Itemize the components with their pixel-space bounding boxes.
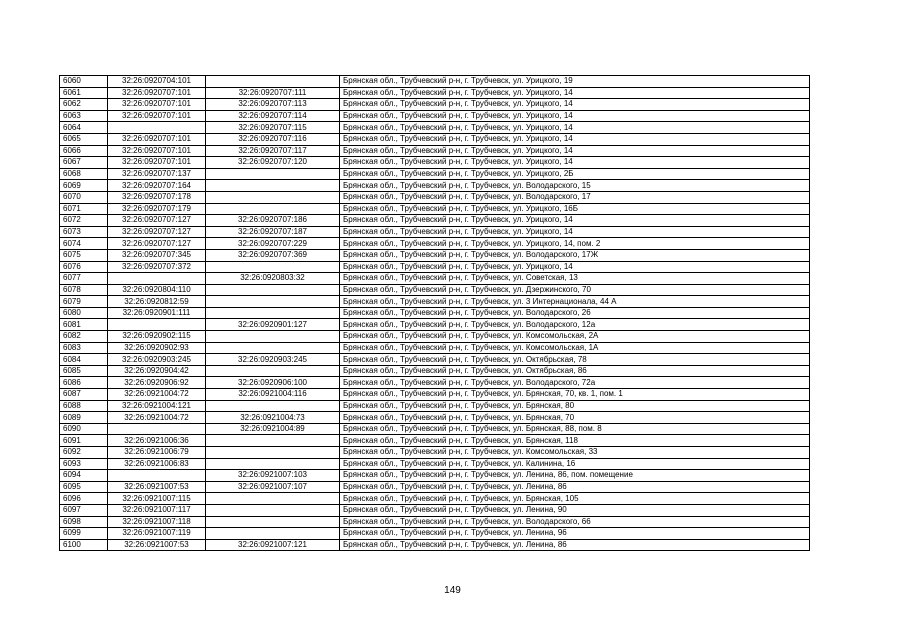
parcel-cadastral-cell: 32:26:0920707:101 [108,87,206,99]
row-number-cell: 6069 [60,180,108,192]
row-number-cell: 6096 [60,493,108,505]
address-cell: Брянская обл., Трубчевский р-н, г. Трубчевск, ул. Урицкого, 2Б [340,168,810,180]
table-row [60,331,810,343]
address-cell: Брянская обл., Трубчевский р-н, г. Трубчевск, ул. Володарского, 72а [340,377,810,389]
object-cadastral-cell [206,191,340,203]
row-number-cell: 6076 [60,261,108,273]
address-cell: Брянская обл., Трубчевский р-н, г. Трубчевск, ул. Урицкого, 16Б [340,203,810,215]
table-row [60,87,810,99]
table-row [60,296,810,308]
address-cell: Брянская обл., Трубчевский р-н, г. Трубчевск, ул. Урицкого, 14 [340,261,810,273]
table-row [60,389,810,401]
row-number-cell: 6060 [60,76,108,88]
table-row [60,319,810,331]
parcel-cadastral-cell [108,122,206,134]
row-number-cell: 6061 [60,87,108,99]
registry-table [59,75,810,551]
table-row [60,377,810,389]
object-cadastral-cell [206,435,340,447]
row-number-cell: 6063 [60,110,108,122]
row-number-cell: 6079 [60,296,108,308]
parcel-cadastral-cell [108,423,206,435]
address-cell: Брянская обл., Трубчевский р-н, г. Трубчевск, ул. Володарского, 17 [340,191,810,203]
address-cell: Брянская обл., Трубчевский р-н, г. Трубчевск, ул. Урицкого, 14 [340,99,810,111]
parcel-cadastral-cell: 32:26:0920707:101 [108,133,206,145]
object-cadastral-cell [206,342,340,354]
object-cadastral-cell [206,168,340,180]
address-cell: Брянская обл., Трубчевский р-н, г. Трубчевск, ул. Урицкого, 14 [340,226,810,238]
row-number-cell: 6080 [60,307,108,319]
table-row [60,76,810,88]
address-cell: Брянская обл., Трубчевский р-н, г. Трубчевск, ул. Калинина, 16 [340,458,810,470]
table-row [60,157,810,169]
table-row [60,458,810,470]
table-row [60,342,810,354]
address-cell: Брянская обл., Трубчевский р-н, г. Трубчевск, ул. Урицкого, 19 [340,76,810,88]
table-row [60,226,810,238]
table-row [60,307,810,319]
page-number: 149 [444,585,461,596]
address-cell: Брянская обл., Трубчевский р-н, г. Трубчевск, ул. Комсомольская, 1А [340,342,810,354]
address-cell: Брянская обл., Трубчевский р-н, г. Трубчевск, ул. Дзержинского, 70 [340,284,810,296]
table-row [60,238,810,250]
row-number-cell: 6087 [60,389,108,401]
object-cadastral-cell: 32:26:0920707:116 [206,133,340,145]
parcel-cadastral-cell: 32:26:0920707:179 [108,203,206,215]
object-cadastral-cell: 32:26:0920707:229 [206,238,340,250]
table-row [60,215,810,227]
parcel-cadastral-cell: 32:26:0920707:127 [108,238,206,250]
object-cadastral-cell: 32:26:0921007:121 [206,539,340,551]
row-number-cell: 6081 [60,319,108,331]
object-cadastral-cell [206,365,340,377]
row-number-cell: 6083 [60,342,108,354]
table-row [60,539,810,551]
object-cadastral-cell: 32:26:0921007:107 [206,481,340,493]
parcel-cadastral-cell: 32:26:0920707:345 [108,249,206,261]
row-number-cell: 6099 [60,528,108,540]
parcel-cadastral-cell: 32:26:0920707:127 [108,226,206,238]
table-row [60,145,810,157]
object-cadastral-cell [206,493,340,505]
table-row [60,423,810,435]
row-number-cell: 6088 [60,400,108,412]
address-cell: Брянская обл., Трубчевский р-н, г. Трубчевск, ул. 3 Интернационала, 44 А [340,296,810,308]
parcel-cadastral-cell: 32:26:0920707:372 [108,261,206,273]
parcel-cadastral-cell: 32:26:0920707:164 [108,180,206,192]
address-cell: Брянская обл., Трубчевский р-н, г. Трубчевск, ул. Урицкого, 14 [340,110,810,122]
object-cadastral-cell: 32:26:0920707:120 [206,157,340,169]
object-cadastral-cell [206,504,340,516]
table-row [60,447,810,459]
parcel-cadastral-cell: 32:26:0920707:178 [108,191,206,203]
table-row [60,133,810,145]
row-number-cell: 6086 [60,377,108,389]
table-row [60,284,810,296]
registry-table-body [60,76,810,551]
parcel-cadastral-cell: 32:26:0920707:101 [108,157,206,169]
parcel-cadastral-cell: 32:26:0921007:119 [108,528,206,540]
address-cell: Брянская обл., Трубчевский р-н, г. Трубчевск, ул. Ленина, 86 [340,481,810,493]
row-number-cell: 6094 [60,470,108,482]
row-number-cell: 6091 [60,435,108,447]
object-cadastral-cell: 32:26:0920707:117 [206,145,340,157]
object-cadastral-cell: 32:26:0920707:113 [206,99,340,111]
parcel-cadastral-cell [108,273,206,285]
row-number-cell: 6095 [60,481,108,493]
object-cadastral-cell [206,261,340,273]
row-number-cell: 6073 [60,226,108,238]
table-row [60,470,810,482]
row-number-cell: 6068 [60,168,108,180]
object-cadastral-cell [206,307,340,319]
object-cadastral-cell [206,400,340,412]
row-number-cell: 6082 [60,331,108,343]
row-number-cell: 6064 [60,122,108,134]
object-cadastral-cell [206,331,340,343]
row-number-cell: 6072 [60,215,108,227]
object-cadastral-cell [206,203,340,215]
table-row [60,504,810,516]
parcel-cadastral-cell: 32:26:0920904:42 [108,365,206,377]
parcel-cadastral-cell: 32:26:0920707:101 [108,145,206,157]
object-cadastral-cell [206,447,340,459]
parcel-cadastral-cell [108,470,206,482]
address-cell: Брянская обл., Трубчевский р-н, г. Трубчевск, ул. Брянская, 80 [340,400,810,412]
object-cadastral-cell: 32:26:0920803:32 [206,273,340,285]
parcel-cadastral-cell: 32:26:0920707:127 [108,215,206,227]
parcel-cadastral-cell: 32:26:0920704:101 [108,76,206,88]
row-number-cell: 6070 [60,191,108,203]
address-cell: Брянская обл., Трубчевский р-н, г. Трубчевск, ул. Брянская, 70 [340,412,810,424]
address-cell: Брянская обл., Трубчевский р-н, г. Трубчевск, ул. Брянская, 118 [340,435,810,447]
table-row [60,180,810,192]
object-cadastral-cell [206,458,340,470]
table-row [60,354,810,366]
row-number-cell: 6071 [60,203,108,215]
address-cell: Брянская обл., Трубчевский р-н, г. Трубчевск, ул. Брянская, 70, кв. 1, пом. 1 [340,389,810,401]
table-row [60,412,810,424]
object-cadastral-cell [206,76,340,88]
address-cell: Брянская обл., Трубчевский р-н, г. Трубчевск, ул. Ленина, 86 [340,539,810,551]
table-row [60,435,810,447]
parcel-cadastral-cell: 32:26:0921007:118 [108,516,206,528]
row-number-cell: 6100 [60,539,108,551]
parcel-cadastral-cell: 32:26:0920804:110 [108,284,206,296]
parcel-cadastral-cell: 32:26:0920707:137 [108,168,206,180]
parcel-cadastral-cell: 32:26:0920903:245 [108,354,206,366]
row-number-cell: 6097 [60,504,108,516]
object-cadastral-cell [206,528,340,540]
parcel-cadastral-cell: 32:26:0920707:101 [108,99,206,111]
parcel-cadastral-cell: 32:26:0921006:83 [108,458,206,470]
object-cadastral-cell: 32:26:0920903:245 [206,354,340,366]
row-number-cell: 6075 [60,249,108,261]
parcel-cadastral-cell: 32:26:0920902:93 [108,342,206,354]
table-row [60,203,810,215]
address-cell: Брянская обл., Трубчевский р-н, г. Трубчевск, ул. Ленина, 90 [340,504,810,516]
parcel-cadastral-cell: 32:26:0920906:92 [108,377,206,389]
table-row [60,365,810,377]
parcel-cadastral-cell: 32:26:0920902:115 [108,331,206,343]
table-row [60,168,810,180]
object-cadastral-cell [206,516,340,528]
row-number-cell: 6074 [60,238,108,250]
parcel-cadastral-cell: 32:26:0921007:115 [108,493,206,505]
parcel-cadastral-cell: 32:26:0921004:72 [108,389,206,401]
object-cadastral-cell: 32:26:0920707:115 [206,122,340,134]
address-cell: Брянская обл., Трубчевский р-н, г. Трубчевск, ул. Володарского, 26 [340,307,810,319]
table-row [60,261,810,273]
row-number-cell: 6065 [60,133,108,145]
object-cadastral-cell: 32:26:0920906:100 [206,377,340,389]
address-cell: Брянская обл., Трубчевский р-н, г. Трубчевск, ул. Урицкого, 14 [340,157,810,169]
row-number-cell: 6067 [60,157,108,169]
object-cadastral-cell: 32:26:0920707:369 [206,249,340,261]
address-cell: Брянская обл., Трубчевский р-н, г. Трубчевск, ул. Урицкого, 14, пом. 2 [340,238,810,250]
address-cell: Брянская обл., Трубчевский р-н, г. Трубчевск, ул. Урицкого, 14 [340,215,810,227]
table-row [60,122,810,134]
table-row [60,481,810,493]
object-cadastral-cell: 32:26:0921004:116 [206,389,340,401]
table-row [60,493,810,505]
parcel-cadastral-cell: 32:26:0921007:117 [108,504,206,516]
address-cell: Брянская обл., Трубчевский р-н, г. Трубчевск, ул. Володарского, 15 [340,180,810,192]
table-row [60,249,810,261]
address-cell: Брянская обл., Трубчевский р-н, г. Трубчевск, ул. Брянская, 88, пом. 8 [340,423,810,435]
address-cell: Брянская обл., Трубчевский р-н, г. Трубчевск, ул. Советская, 13 [340,273,810,285]
parcel-cadastral-cell: 32:26:0921007:53 [108,539,206,551]
parcel-cadastral-cell: 32:26:0921006:79 [108,447,206,459]
address-cell: Брянская обл., Трубчевский р-н, г. Трубчевск, ул. Володарского, 66 [340,516,810,528]
address-cell: Брянская обл., Трубчевский р-н, г. Трубчевск, ул. Володарского, 17Ж [340,249,810,261]
row-number-cell: 6090 [60,423,108,435]
table-row [60,99,810,111]
parcel-cadastral-cell: 32:26:0921004:72 [108,412,206,424]
row-number-cell: 6089 [60,412,108,424]
address-cell: Брянская обл., Трубчевский р-н, г. Трубчевск, ул. Володарского, 12а [340,319,810,331]
row-number-cell: 6085 [60,365,108,377]
table-row [60,110,810,122]
row-number-cell: 6062 [60,99,108,111]
object-cadastral-cell: 32:26:0920707:187 [206,226,340,238]
address-cell: Брянская обл., Трубчевский р-н, г. Трубчевск, ул. Урицкого, 14 [340,145,810,157]
object-cadastral-cell: 32:26:0921004:89 [206,423,340,435]
object-cadastral-cell: 32:26:0920901:127 [206,319,340,331]
row-number-cell: 6078 [60,284,108,296]
row-number-cell: 6084 [60,354,108,366]
table-row [60,516,810,528]
table-row [60,273,810,285]
address-cell: Брянская обл., Трубчевский р-н, г. Трубчевск, ул. Брянская, 105 [340,493,810,505]
object-cadastral-cell [206,296,340,308]
object-cadastral-cell: 32:26:0920707:111 [206,87,340,99]
table-row [60,528,810,540]
parcel-cadastral-cell: 32:26:0921004:121 [108,400,206,412]
parcel-cadastral-cell: 32:26:0920901:111 [108,307,206,319]
address-cell: Брянская обл., Трубчевский р-н, г. Трубчевск, ул. Урицкого, 14 [340,87,810,99]
parcel-cadastral-cell [108,319,206,331]
address-cell: Брянская обл., Трубчевский р-н, г. Трубчевск, ул. Урицкого, 14 [340,133,810,145]
table-row [60,191,810,203]
table-row [60,400,810,412]
object-cadastral-cell [206,284,340,296]
row-number-cell: 6066 [60,145,108,157]
row-number-cell: 6093 [60,458,108,470]
address-cell: Брянская обл., Трубчевский р-н, г. Трубчевск, ул. Ленина, 86, пом. помещение [340,470,810,482]
row-number-cell: 6098 [60,516,108,528]
row-number-cell: 6077 [60,273,108,285]
object-cadastral-cell: 32:26:0921004:73 [206,412,340,424]
address-cell: Брянская обл., Трубчевский р-н, г. Трубчевск, ул. Урицкого, 14 [340,122,810,134]
object-cadastral-cell: 32:26:0920707:114 [206,110,340,122]
address-cell: Брянская обл., Трубчевский р-н, г. Трубчевск, ул. Октябрьская, 78 [340,354,810,366]
address-cell: Брянская обл., Трубчевский р-н, г. Трубчевск, ул. Комсомольская, 2А [340,331,810,343]
parcel-cadastral-cell: 32:26:0920707:101 [108,110,206,122]
parcel-cadastral-cell: 32:26:0920812:59 [108,296,206,308]
row-number-cell: 6092 [60,447,108,459]
address-cell: Брянская обл., Трубчевский р-н, г. Трубчевск, ул. Комсомольская, 33 [340,447,810,459]
object-cadastral-cell: 32:26:0921007:103 [206,470,340,482]
object-cadastral-cell: 32:26:0920707:186 [206,215,340,227]
parcel-cadastral-cell: 32:26:0921006:36 [108,435,206,447]
parcel-cadastral-cell: 32:26:0921007:53 [108,481,206,493]
address-cell: Брянская обл., Трубчевский р-н, г. Трубчевск, ул. Октябрьская, 86 [340,365,810,377]
address-cell: Брянская обл., Трубчевский р-н, г. Трубчевск, ул. Ленина, 96 [340,528,810,540]
object-cadastral-cell [206,180,340,192]
